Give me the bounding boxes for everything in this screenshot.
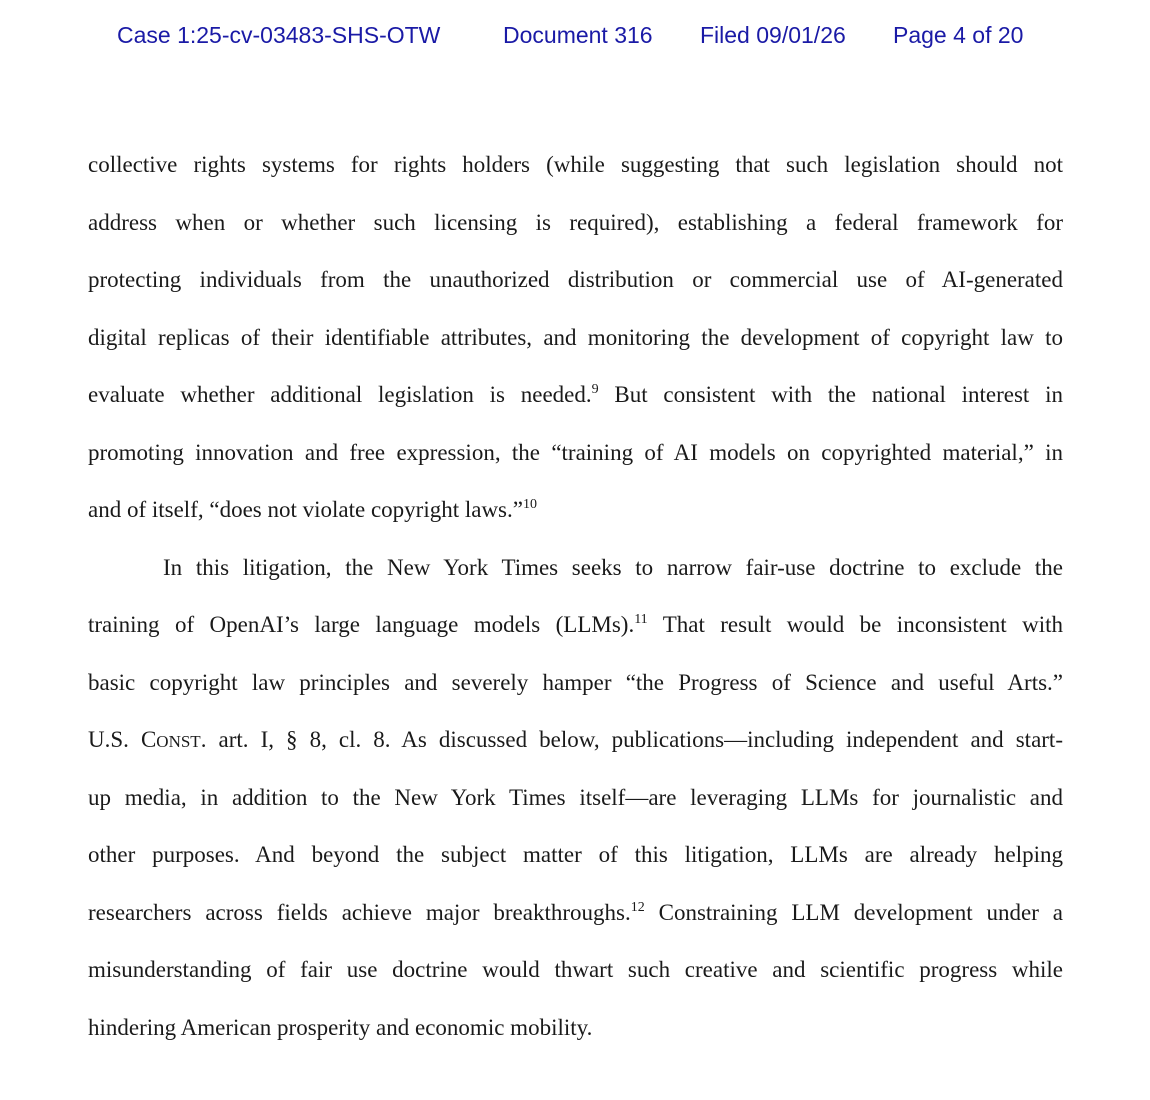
paragraph-1	[88, 136, 1063, 539]
footnote-ref-11: 11	[634, 612, 648, 627]
text-line: researchers across fields achieve major breakthroughs.$^{12}$ Constraining LLM development under a	[88, 899, 1063, 925]
text-line: evaluate whether additional legislation is needed.$^9$ But consistent with the national interest in	[88, 382, 1063, 407]
text-line: address when or whether such licensing is required), establishing a federal framework for	[88, 209, 1063, 235]
document-body	[88, 136, 1063, 1056]
footnote-ref-12: 12	[630, 899, 645, 915]
text-line: and of itself, “does not violate copyright laws.”$^{10}$	[88, 497, 537, 522]
case-number: Case 1:25-cv-03483-SHS-OTW	[117, 22, 441, 48]
text-line: misunderstanding of fair use doctrine would thwart such creative and scientific progress while	[88, 957, 1063, 982]
document-number: Document 316	[503, 22, 653, 48]
text-line: U.S. CONST. art. I, § 8, cl. 8. As discussed below, publications—including independent and start-	[88, 727, 1063, 752]
filed-date: Filed 09/01/26	[700, 22, 846, 48]
text-line: In this litigation, the New York Times seeks to narrow fair-use doctrine to exclude the	[163, 554, 1063, 580]
footnote-ref-9: 9	[591, 382, 599, 397]
text-line: collective rights systems for rights holders (while suggesting that such legislation should not	[88, 152, 1063, 177]
text-line: up media, in addition to the New York Times itself—are leveraging LLMs for journalistic and	[88, 784, 1063, 810]
text-line: digital replicas of their identifiable attributes, and monitoring the development of copyright law to	[88, 324, 1063, 350]
small-caps-text: ONST	[156, 732, 201, 751]
text-line: basic copyright law principles and severely hamper “the Progress of Science and useful Arts.”	[88, 669, 1063, 695]
page-number: Page 4 of 20	[893, 22, 1024, 48]
text-line: protecting individuals from the unauthorized distribution or commercial use of AI-generated	[88, 267, 1063, 292]
text-line: training of OpenAI’s large language models (LLMs).$^{11}$ That result would be inconsistent with	[88, 612, 1063, 637]
ecf-header	[0, 22, 1150, 54]
paragraph-2	[88, 539, 1063, 1057]
text-line: other purposes. And beyond the subject matter of this litigation, LLMs are already helping	[88, 842, 1063, 867]
footnote-ref-10: 10	[522, 497, 537, 512]
text-line: hindering American prosperity and economic mobility.	[88, 1014, 593, 1040]
text-line: promoting innovation and free expression, the “training of AI models on copyrighted material,” in	[88, 439, 1063, 465]
